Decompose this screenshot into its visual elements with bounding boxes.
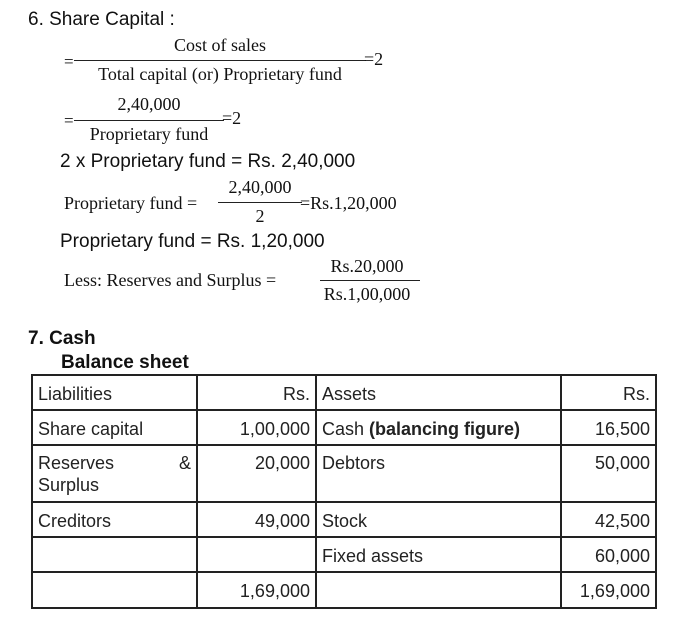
table-header-row — [32, 375, 656, 410]
eq1-fraction — [74, 32, 366, 90]
asset-amount: 50,000 — [561, 445, 656, 502]
eq4-denominator: 2 — [255, 206, 265, 226]
eq2-denominator: Proprietary fund — [89, 124, 209, 144]
eq1-result: =2 — [364, 49, 384, 69]
eq2-fraction — [74, 91, 224, 149]
asset-name: Fixed assets — [316, 537, 561, 572]
eq6-lhs: Less: Reserves and Surplus = — [64, 270, 277, 290]
asset-amount: 60,000 — [561, 537, 656, 572]
table-row — [32, 502, 656, 537]
liability-amount — [197, 537, 316, 572]
asset-amount: 16,500 — [561, 410, 656, 445]
asset-name — [316, 572, 561, 608]
liability-name — [32, 572, 197, 608]
balance-sheet-table — [31, 374, 657, 609]
asset-name-note: (balancing figure) — [369, 419, 521, 439]
table-row — [32, 410, 656, 445]
liability-amount: 1,00,000 — [197, 410, 316, 445]
liability-total: 1,69,000 — [197, 572, 316, 608]
asset-total: 1,69,000 — [561, 572, 656, 608]
eq1-numerator: Cost of sales — [174, 35, 266, 55]
eq2-result: =2 — [222, 108, 242, 128]
asset-name — [316, 410, 561, 445]
header-rs-liabilities: Rs. — [197, 375, 316, 410]
liability-name-part2: Surplus — [38, 475, 100, 495]
eq6-denominator: Rs.1,00,000 — [323, 284, 411, 304]
equation-line-5: Proprietary fund = Rs. 1,20,000 — [60, 231, 325, 252]
fraction-bar — [218, 202, 302, 203]
section-7-heading: 7. Cash — [28, 328, 96, 349]
liability-amount: 20,000 — [197, 445, 316, 502]
header-assets: Assets — [316, 375, 561, 410]
eq2-equals: = — [64, 111, 74, 130]
liability-name: Share capital — [32, 410, 197, 445]
eq1-equals: = — [64, 52, 74, 71]
table-total-row — [32, 572, 656, 608]
eq6-fraction — [314, 254, 420, 308]
eq4-fraction — [218, 175, 302, 229]
eq1-denominator: Total capital (or) Proprietary fund — [98, 64, 342, 84]
eq6-numerator: Rs.20,000 — [330, 256, 404, 276]
asset-name: Stock — [316, 502, 561, 537]
liability-name: Creditors — [32, 502, 197, 537]
eq4-numerator: 2,40,000 — [228, 177, 292, 197]
eq2-numerator: 2,40,000 — [117, 94, 181, 114]
asset-amount: 42,500 — [561, 502, 656, 537]
fraction-bar — [320, 280, 420, 281]
fraction-bar — [74, 60, 366, 61]
liability-name-part1: Reserves — [38, 453, 115, 473]
equation-line-3: 2 x Proprietary fund = Rs. 2,40,000 — [60, 151, 356, 172]
eq4-lhs: Proprietary fund = — [64, 193, 198, 213]
header-liabilities: Liabilities — [32, 375, 197, 410]
asset-name: Debtors — [316, 445, 561, 502]
liability-name — [32, 445, 197, 502]
liability-name — [32, 537, 197, 572]
fraction-bar — [74, 120, 224, 121]
table-row — [32, 537, 656, 572]
table-row — [32, 445, 656, 502]
liability-amount: 49,000 — [197, 502, 316, 537]
eq4-result: =Rs.1,20,000 — [300, 193, 397, 213]
section-6-heading: 6. Share Capital : — [28, 9, 175, 30]
liability-name-ampersand: & — [178, 453, 191, 473]
asset-name-text: Cash — [322, 419, 370, 439]
header-rs-assets: Rs. — [561, 375, 656, 410]
balance-sheet-title: Balance sheet — [61, 352, 189, 373]
